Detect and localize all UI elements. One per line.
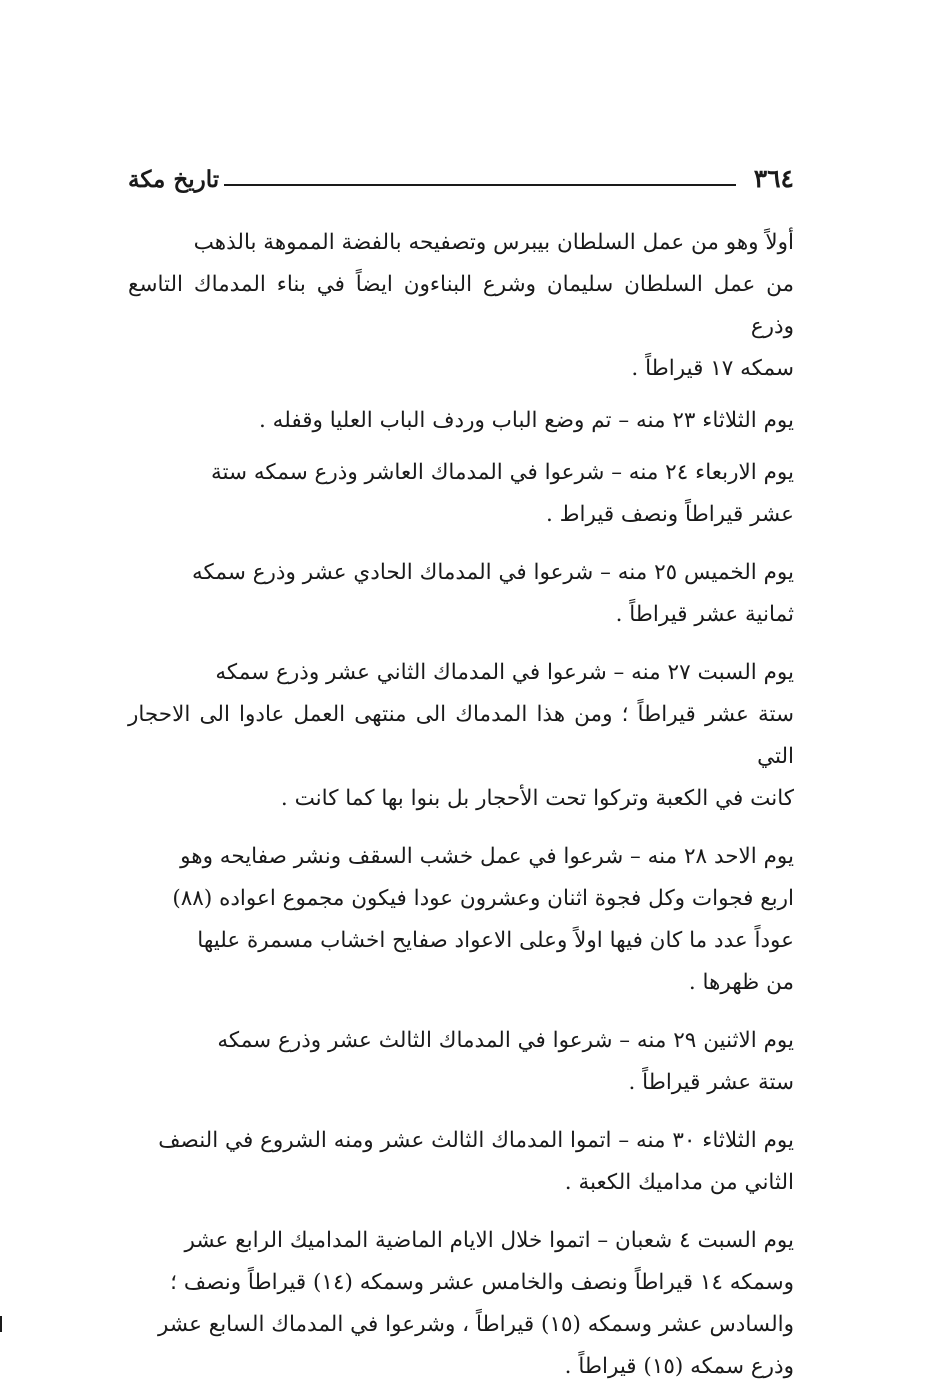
paragraph-1: أولاً وهو من عمل السلطان بيبرس وتصفيحه بالفضة المموهة بالذهب من عمل السلطان سليمان وشرع البناءون ايضاً في بناء المدماك التاسع وذرع سمكه ١٧ قيراطاً . bbox=[128, 230, 794, 381]
header-rule bbox=[224, 184, 736, 186]
page-body bbox=[128, 222, 794, 1388]
page-header bbox=[128, 160, 794, 200]
paragraph-4: يوم الخميس ٢٥ منه – شرعوا في المدماك الحادي عشر وذرع سمكه ثمانية عشر قيراطاً . bbox=[192, 560, 794, 627]
paragraph-8: يوم الثلاثاء ٣٠ منه – اتموا المدماك الثالث عشر ومنه الشروع في النصف الثاني من مداميك الكعبة . bbox=[158, 1128, 794, 1195]
paragraph-5: يوم السبت ٢٧ منه – شرعوا في المدماك الثاني عشر وذرع سمكه ستة عشر قيراطاً ؛ ومن هذا المدماك الى منتهى العمل عادوا الى الاحجار التي كانت في الكعبة وتركوا تحت الأحجار بل بنوا بها كما كانت . bbox=[128, 660, 794, 811]
page-number: ٣٦٤ bbox=[753, 164, 794, 193]
paragraph-9: يوم السبت ٤ شعبان – اتموا خلال الايام الماضية المداميك الرابع عشر وسمكه ١٤ قيراطاً ونصف والخامس عشر وسمكه (١٤) قيراطاً ونصف ؛ والسادس عشر وسمكه (١٥) قيراطاً ، وشرعوا في المدماك السابع عشر وذرع سمكه (١٥) قيراطاً . bbox=[158, 1228, 794, 1379]
paragraph-6: يوم الاحد ٢٨ منه – شرعوا في عمل خشب السقف ونشر صفايحه وهو اربع فجوات وكل فجوة اثنان وعشرون عودا فيكون مجموع اعواده (٨٨) عوداً عدد ما كان فيها اولاً وعلى الاعواد صفايح اخشاب مسمرة عليها من ظهرها . bbox=[172, 844, 794, 995]
running-title: تاريخ مكة bbox=[128, 166, 220, 193]
paragraph-7: يوم الاثنين ٢٩ منه – شرعوا في المدماك الثالث عشر وذرع سمكه ستة عشر قيراطاً . bbox=[217, 1028, 794, 1095]
scan-edge-mark bbox=[0, 1316, 2, 1332]
paragraph-3: يوم الاربعاء ٢٤ منه – شرعوا في المدماك العاشر وذرع سمكه ستة عشر قيراطاً ونصف قيراط . bbox=[211, 460, 794, 527]
paragraph-2: يوم الثلاثاء ٢٣ منه – تم وضع الباب وردف الباب العليا وقفله . bbox=[259, 408, 794, 433]
